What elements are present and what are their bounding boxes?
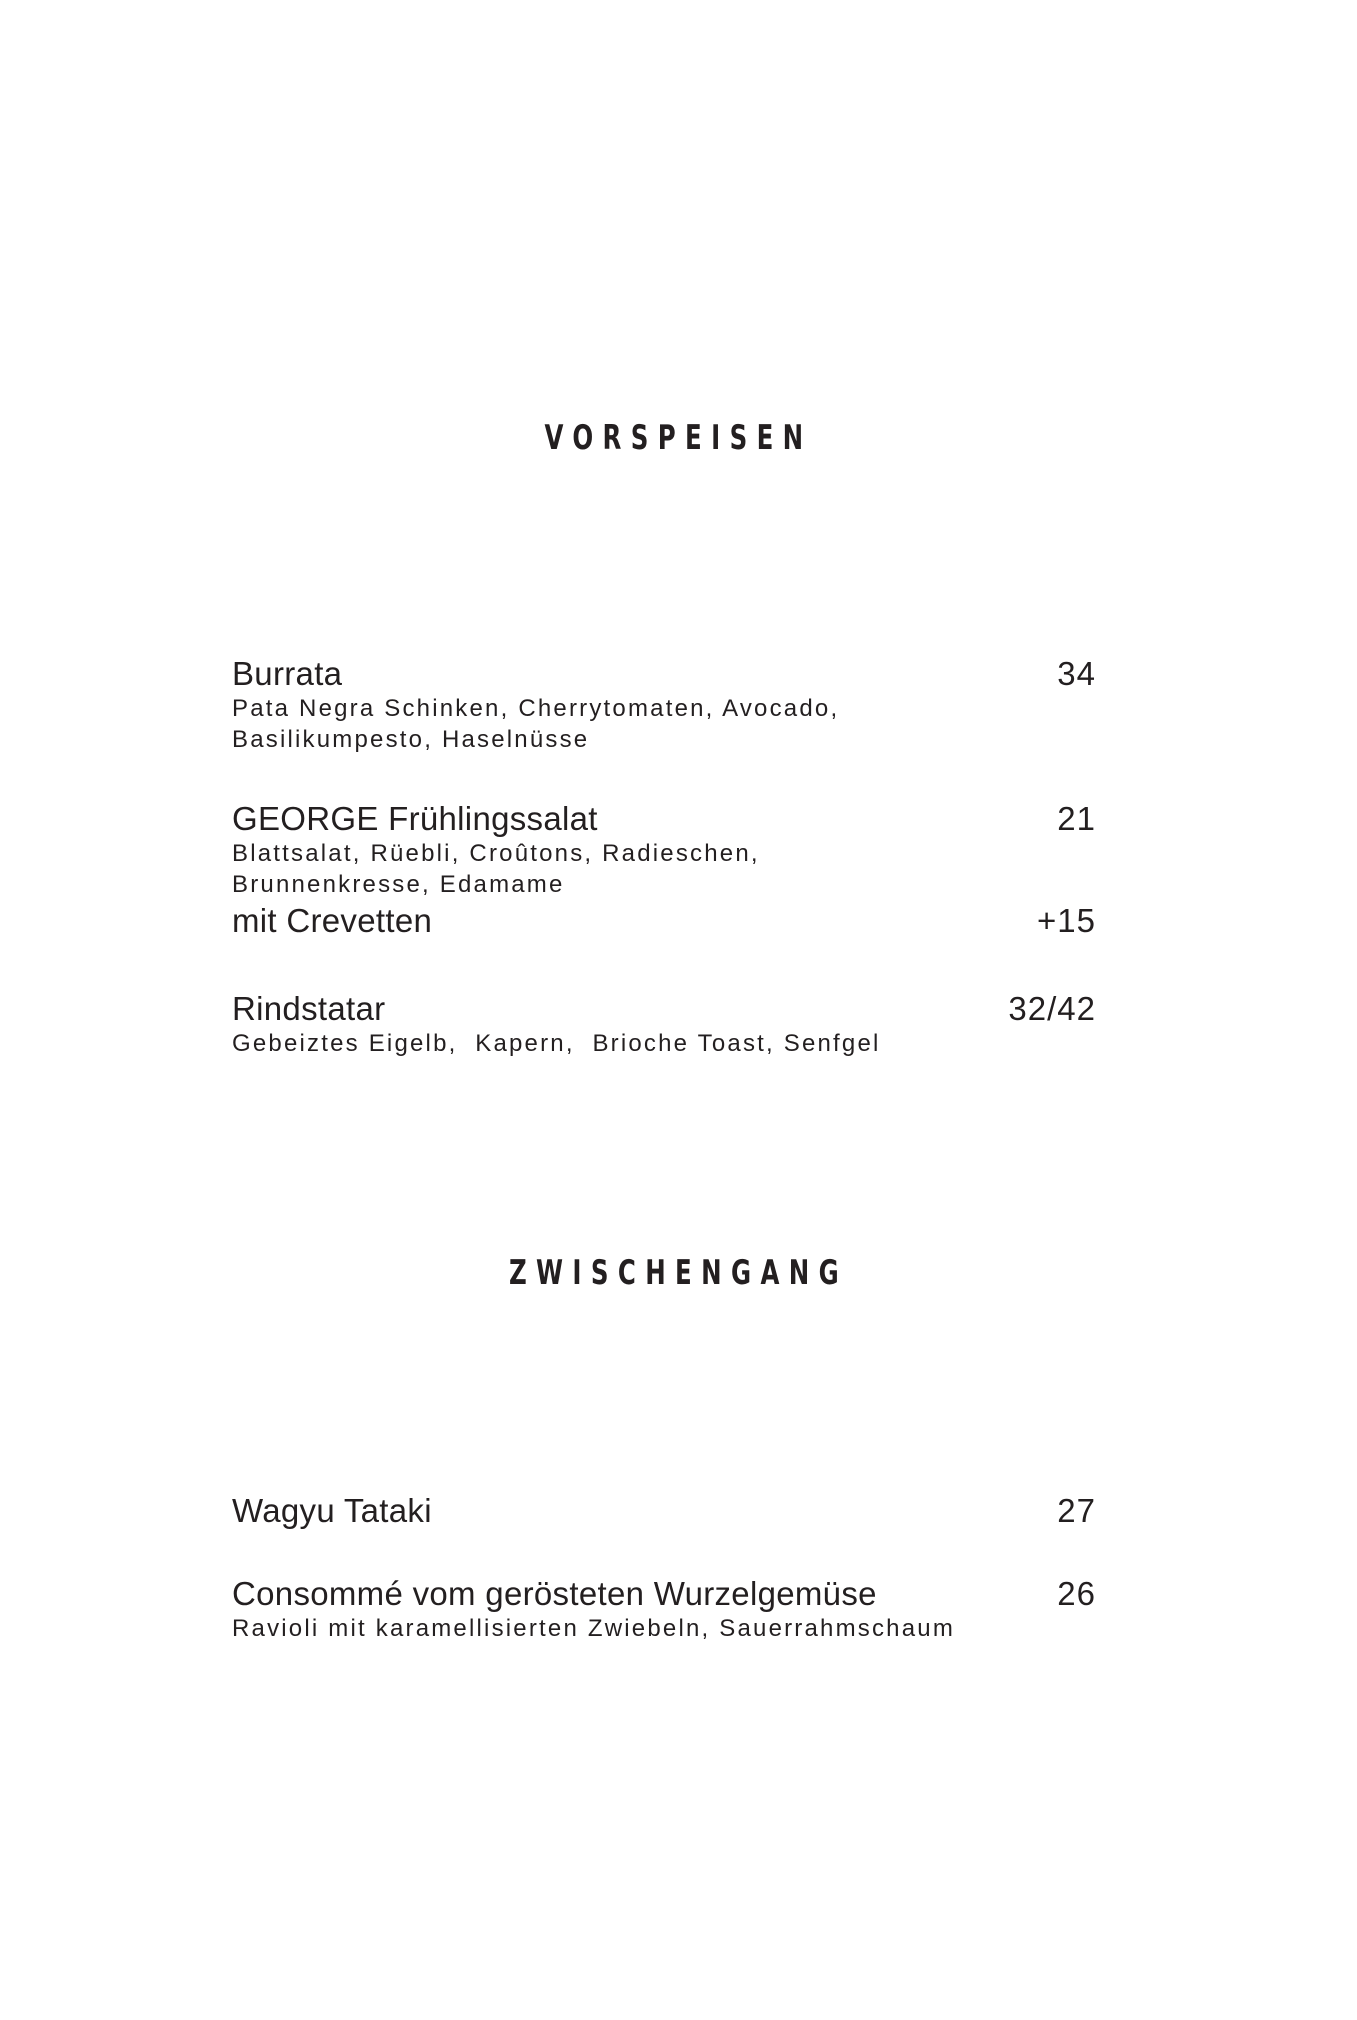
item-price: 32/42 xyxy=(1008,990,1096,1027)
item-price: 26 xyxy=(1057,1575,1096,1612)
menu-item-fruehlingssalat xyxy=(232,800,1096,942)
item-extra-name: mit Crevetten xyxy=(232,902,433,939)
item-name: Burrata xyxy=(232,655,343,692)
item-description-line: Gebeiztes Eigelb, Kapern, Brioche Toast, Senfgel xyxy=(232,1030,881,1057)
item-name: Consommé vom gerösteten Wurzelgemüse xyxy=(232,1575,877,1612)
item-extra-price: +15 xyxy=(1037,902,1096,939)
item-description-line: Brunnenkresse, Edamame xyxy=(232,871,565,898)
item-price: 27 xyxy=(1057,1492,1096,1529)
item-description-line: Basilikumpesto, Haselnüsse xyxy=(232,726,590,753)
section-title-zwischengang: ZWISCHENGANG xyxy=(508,1253,849,1293)
item-price: 21 xyxy=(1057,800,1096,837)
item-name: Rindstatar xyxy=(232,990,386,1027)
item-description-line: Ravioli mit karamellisierten Zwiebeln, Sauerrahmschaum xyxy=(232,1615,956,1642)
item-description-line: Pata Negra Schinken, Cherrytomaten, Avocado, xyxy=(232,695,840,722)
item-description-line: Blattsalat, Rüebli, Croûtons, Radieschen, xyxy=(232,840,760,867)
section-title-vorspeisen: VORSPEISEN xyxy=(544,418,813,458)
item-price: 34 xyxy=(1057,655,1096,692)
item-name: Wagyu Tataki xyxy=(232,1492,432,1529)
menu-item-wagyu-tataki xyxy=(232,1492,1096,1532)
menu-item-burrata xyxy=(232,655,1096,757)
menu-item-consomme xyxy=(232,1575,1096,1646)
menu-item-rindstatar xyxy=(232,990,1096,1061)
item-name: GEORGE Frühlingssalat xyxy=(232,800,598,837)
